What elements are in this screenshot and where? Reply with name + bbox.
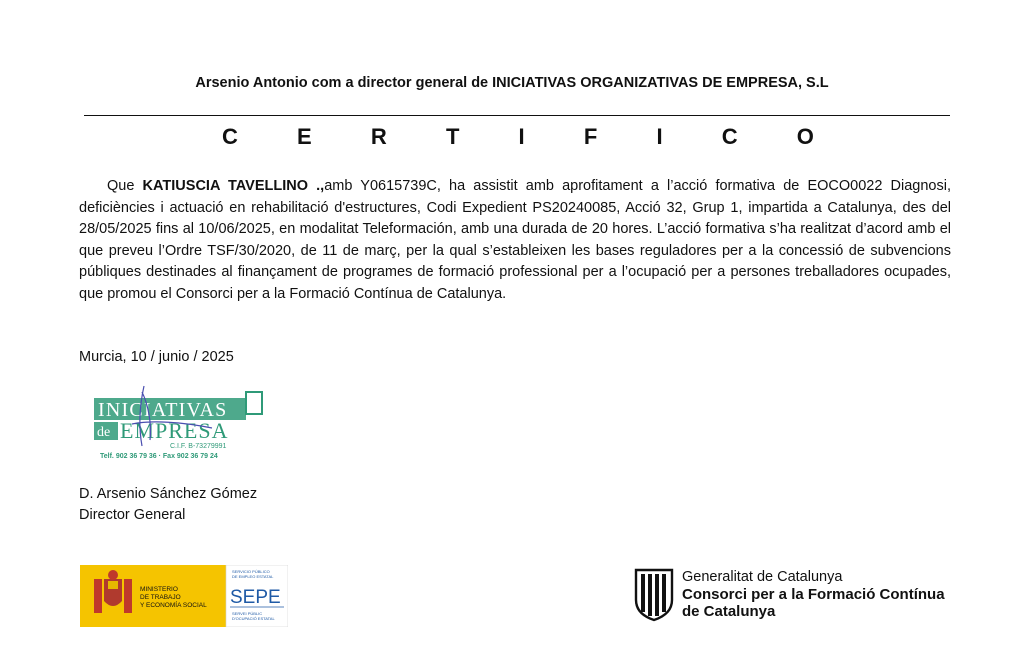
gencat-line2: Consorci per a la Formació Contínua (682, 586, 945, 603)
title-letter: F (583, 124, 598, 149)
stamp-phones: Telf. 902 36 79 36 · Fax 902 36 79 24 (100, 453, 218, 460)
gencat-line1: Generalitat de Catalunya (682, 569, 843, 585)
signatory-name: D. Arsenio Sánchez Gómez (79, 486, 258, 502)
ministry-sepe-logo (80, 565, 288, 627)
generalitat-logo (630, 566, 960, 626)
stamp-graphic (94, 392, 262, 460)
title-letter: C (721, 124, 738, 149)
sepe-top1: SERVICIO PÚBLICO (232, 569, 270, 574)
stamp-cif: C.I.F. B-73279991 (170, 443, 227, 450)
title-letter: R (370, 124, 387, 149)
certificate-header: Arsenio Antonio com a director general de INICIATIVAS ORGANIZATIVAS DE EMPRESA, S.L (195, 75, 829, 91)
stamp-line2b: EMPRESA (120, 418, 229, 443)
certificate-title (222, 124, 814, 150)
title-letter: O (796, 124, 814, 149)
sepe-bottom1: SERVEI PÚBLIC (232, 611, 263, 616)
body-intro: Que (107, 178, 143, 194)
body-rest: amb Y0615739C, ha assistit amb aprofitament a l’acció formativa de EOCO0022 Diagnosi, deficiències i actuació en rehabilitació d'estructures, Codi Expedient PS20240085, Acció 32, Grup 1, impartida a Catalunya, des del 28/05/2025 fins al 10/06/2025, en modalitat Teleformación, amb una durada de 20 hores. L’acció formativa s’ha realitzat d’acord amb el que preveu l’Ordre TSF/30/2020, de 11 de març, per la qual s’estableixen les bases reguladores per a la concessió de subvencions públiques destinades al finançament de programes de formació professional per a l’ocupació per a persones treballadores ocupades, que promou el Consorci per a la Formació Contínua de Catalunya. (79, 178, 951, 302)
place-date: Murcia, 10 / junio / 2025 (79, 349, 234, 365)
sepe-bottom2: D'OCUPACIÓ ESTATAL (232, 616, 275, 621)
certificate-body (79, 176, 951, 306)
title-letter: I (656, 124, 663, 149)
signatory-role: Director General (79, 507, 186, 523)
stamp-line1: INICIATIVAS (98, 399, 228, 421)
title-letter: T (445, 124, 460, 149)
header-divider (84, 115, 950, 116)
title-letter: C (222, 124, 238, 149)
participant-name: KATIUSCIA TAVELLINO ., (142, 178, 325, 194)
stamp-line2a: de (97, 425, 111, 440)
generalitat-emblem-icon (632, 566, 676, 622)
gencat-line3: de Catalunya (682, 603, 776, 620)
title-letter: E (297, 124, 312, 149)
ministry-line1: MINISTERIO (140, 586, 178, 593)
ministry-line2: DE TRABAJO (140, 594, 181, 601)
title-letter: I (518, 124, 525, 149)
ministry-line3: Y ECONOMÍA SOCIAL (140, 602, 207, 609)
company-stamp (92, 384, 284, 468)
sepe-top2: DE EMPLEO ESTATAL (232, 574, 274, 579)
sepe-wordmark: SEPE (230, 587, 281, 608)
